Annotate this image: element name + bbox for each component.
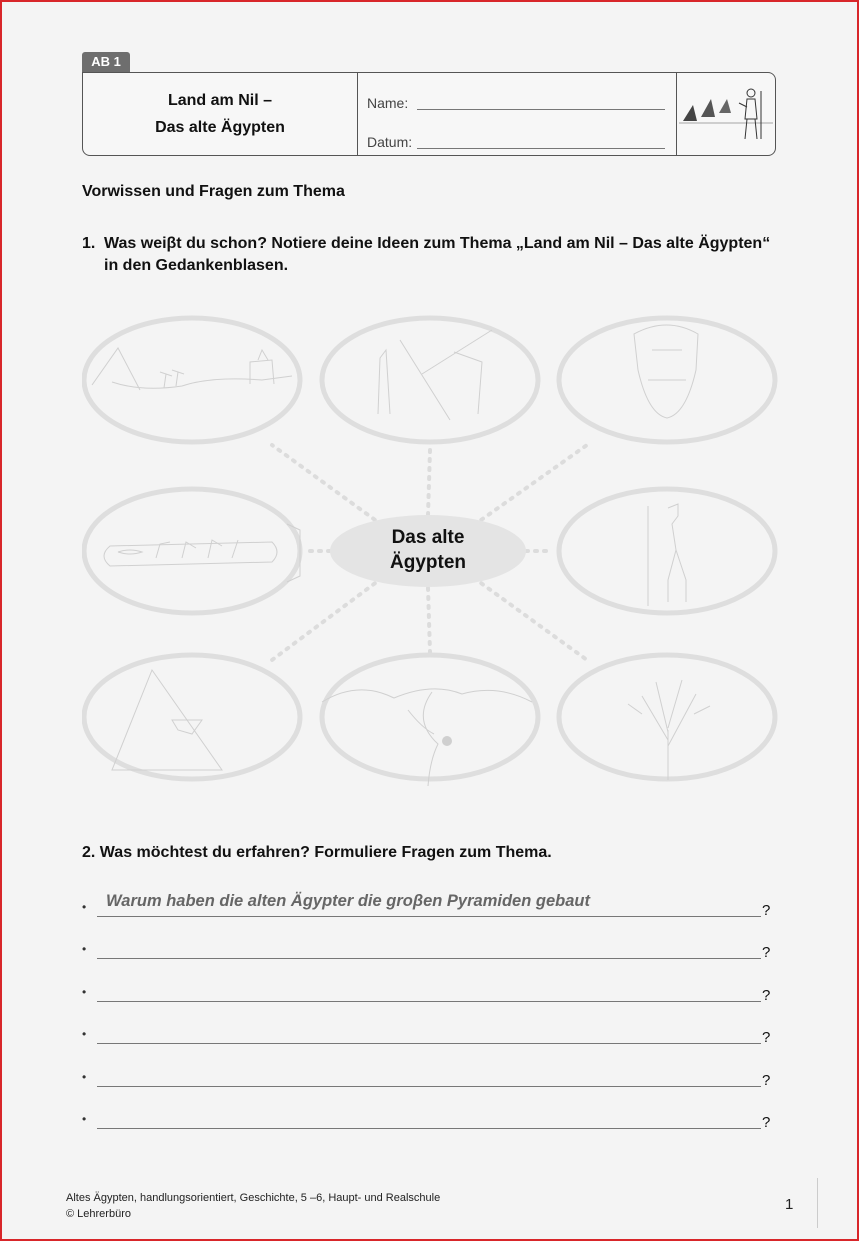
answer-line-3[interactable]: [82, 981, 772, 1005]
answer-line-6[interactable]: [82, 1108, 772, 1132]
question-1-text: Was weiβt du schon? Notiere deine Ideen zum Thema „Land am Nil – Das alte Ägypten“ in den Gedankenblasen.: [104, 235, 771, 274]
bullet: •: [82, 1070, 87, 1084]
question-mark: ?: [762, 902, 771, 919]
bullet: •: [82, 1112, 87, 1126]
question-2-number: 2.: [82, 844, 96, 861]
answer-underline[interactable]: [97, 1043, 761, 1044]
worksheet-title: [83, 73, 358, 155]
answer-underline[interactable]: [97, 958, 761, 959]
date-field[interactable]: [367, 134, 412, 150]
section-title: Vorwissen und Fragen zum Thema: [82, 183, 345, 200]
answer-line-5[interactable]: [82, 1066, 772, 1090]
title-line-1: Land am Nil –: [167, 92, 273, 109]
answer-underline[interactable]: [97, 1001, 761, 1002]
name-label: Name:: [367, 95, 409, 111]
center-label-line-2: Ägypten: [390, 552, 466, 573]
answer-line-2[interactable]: [82, 938, 772, 962]
question-2: [82, 844, 552, 862]
center-label-line-1: Das alte: [391, 527, 465, 548]
thought-bubble-2: [322, 318, 538, 442]
example-answer: Warum haben die alten Ägypter die groβen Pyramiden gebaut: [106, 892, 590, 910]
student-fields: [358, 73, 677, 155]
bullet: •: [82, 942, 87, 956]
question-1-number: 1.: [82, 235, 96, 252]
thought-bubble-4: [84, 489, 300, 613]
thought-bubble-8: [559, 655, 775, 779]
page-divider: [817, 1178, 818, 1228]
question-1: [82, 233, 772, 277]
page-number: 1: [785, 1196, 794, 1213]
date-label: Datum:: [367, 134, 413, 150]
thought-bubble-5: [559, 489, 775, 613]
thought-bubble-1: [84, 318, 300, 442]
name-line[interactable]: [417, 109, 665, 110]
answer-underline[interactable]: [97, 916, 761, 917]
answer-line-1[interactable]: [82, 892, 772, 920]
question-2-text: Was möchtest du erfahren? Formuliere Fragen zum Thema.: [99, 844, 552, 861]
worksheet-tag: AB 1: [82, 52, 130, 72]
question-mark: ?: [762, 1072, 771, 1089]
bullet: •: [82, 1027, 87, 1041]
question-mark: ?: [762, 1114, 771, 1131]
question-mark: ?: [762, 987, 771, 1004]
mindmap-center-label: [330, 525, 526, 575]
bullet: •: [82, 900, 87, 914]
question-mark: ?: [762, 1029, 771, 1046]
title-line-2: Das alte Ägypten: [155, 119, 285, 136]
bullet: •: [82, 985, 87, 999]
footer-source: Altes Ägypten, handlungsorientiert, Geschichte, 5 –6, Haupt- und Realschule: [66, 1192, 441, 1204]
thought-bubble-6: [84, 655, 300, 779]
name-field[interactable]: [367, 95, 408, 111]
thought-bubble-7: [322, 655, 538, 779]
answer-underline[interactable]: [97, 1086, 761, 1087]
date-line[interactable]: [417, 148, 665, 149]
question-mark: ?: [762, 944, 771, 961]
pyramids-pharaoh-illustration: [677, 73, 775, 155]
answer-line-4[interactable]: [82, 1023, 772, 1047]
worksheet-header: [82, 72, 776, 156]
footer: [66, 1190, 440, 1222]
answer-underline[interactable]: [97, 1128, 761, 1129]
footer-copyright: © Lehrerbüro: [66, 1208, 131, 1220]
